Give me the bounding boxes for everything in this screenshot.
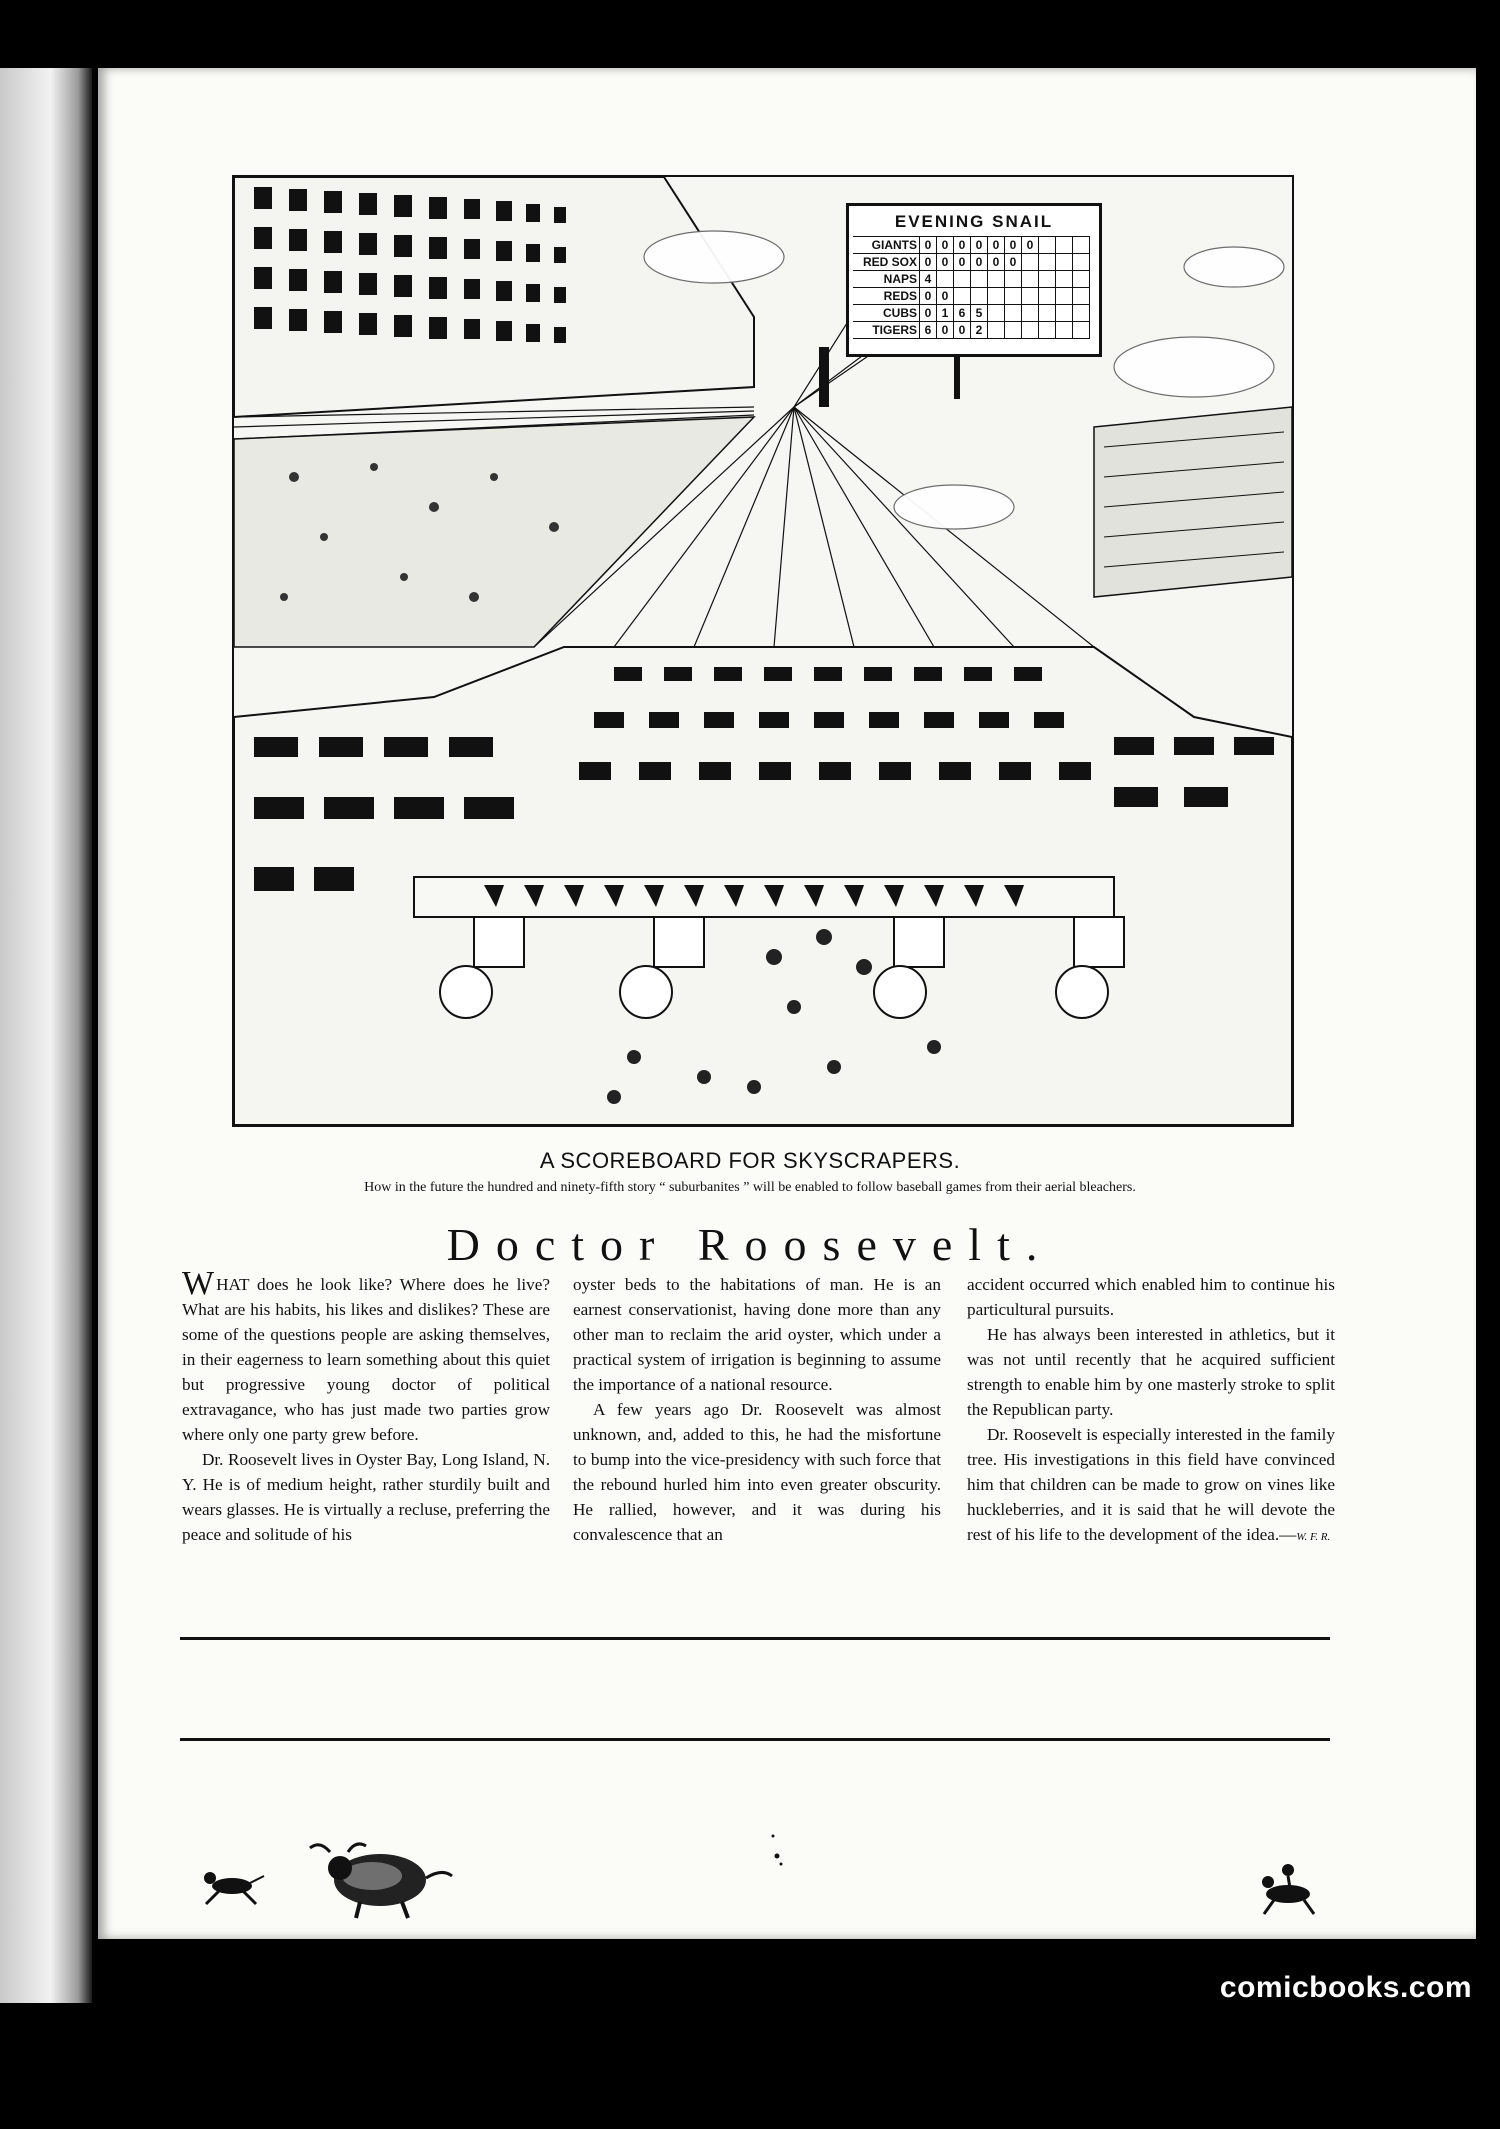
article-column-2 bbox=[573, 1272, 941, 1547]
scoreboard-score bbox=[937, 271, 954, 288]
paragraph: accident occurred which enabled him to continue his particultural pursuits. bbox=[967, 1275, 1335, 1319]
scoreboard-score: 0 bbox=[954, 322, 971, 339]
scoreboard-score: 0 bbox=[937, 288, 954, 305]
scoreboard-score bbox=[988, 305, 1005, 322]
scoreboard-score bbox=[1056, 271, 1073, 288]
previous-page-edge bbox=[0, 68, 92, 2003]
rider-on-horse-icon bbox=[1262, 1864, 1314, 1914]
skyscraper-drawing bbox=[234, 177, 1292, 1125]
scoreboard-score bbox=[1056, 254, 1073, 271]
scoreboard-score bbox=[1039, 305, 1056, 322]
scoreboard-score: 5 bbox=[971, 305, 988, 322]
bull-moose-icon bbox=[310, 1844, 452, 1918]
scoreboard-row bbox=[853, 271, 1090, 288]
scoreboard-score: 0 bbox=[937, 254, 954, 271]
scoreboard-score bbox=[1073, 305, 1090, 322]
scoreboard-score: 0 bbox=[920, 254, 937, 271]
scoreboard-title: EVENING SNAIL bbox=[894, 212, 1054, 231]
paragraph: He has always been interested in athletics, but it was not until recently that he acquired sufficient strength to enable him by one masterly stroke to split the Republican party. bbox=[967, 1325, 1335, 1419]
scoreboard-score bbox=[954, 271, 971, 288]
scoreboard-score bbox=[1022, 288, 1039, 305]
scoreboard-team: GIANTS bbox=[853, 237, 920, 254]
scoreboard-score bbox=[1056, 305, 1073, 322]
scoreboard bbox=[846, 203, 1102, 357]
scoreboard-score: 6 bbox=[954, 305, 971, 322]
scoreboard-team: CUBS bbox=[853, 305, 920, 322]
caption-title: A SCOREBOARD FOR SKYSCRAPERS. bbox=[539, 1148, 961, 1173]
scoreboard-score: 0 bbox=[1005, 237, 1022, 254]
scoreboard-score bbox=[1039, 322, 1056, 339]
scoreboard-score: 1 bbox=[937, 305, 954, 322]
scoreboard-score bbox=[954, 288, 971, 305]
scoreboard-team: RED SOX bbox=[853, 254, 920, 271]
scoreboard-score bbox=[1056, 237, 1073, 254]
scoreboard-score bbox=[988, 288, 1005, 305]
scoreboard-score bbox=[1073, 271, 1090, 288]
scoreboard-score bbox=[1056, 322, 1073, 339]
decorative-border bbox=[180, 1647, 1330, 2129]
scoreboard-score: 0 bbox=[988, 254, 1005, 271]
scoreboard-score bbox=[1073, 237, 1090, 254]
paragraph: A few years ago Dr. Roosevelt was almost unknown, and, added to this, he had the misfortune to bump into the vice-presidency with such force that the rebound hurled him into even greater obscurity. He rallied, however, and it was during his convalescence that an bbox=[573, 1400, 941, 1544]
drop-cap: W bbox=[182, 1265, 215, 1302]
scoreboard-row bbox=[853, 322, 1090, 339]
caption-subtitle: How in the future the hundred and ninety-fifth story “ suburbanites ” will be enabled to follow baseball games from their aerial bleachers. bbox=[364, 1180, 1136, 1195]
scoreboard-score: 2 bbox=[971, 322, 988, 339]
scoreboard-row bbox=[853, 237, 1090, 254]
scoreboard-row bbox=[853, 305, 1090, 322]
scoreboard-score bbox=[971, 288, 988, 305]
ink-specks bbox=[765, 1830, 795, 1870]
scoreboard-score bbox=[1022, 271, 1039, 288]
scoreboard-score: 6 bbox=[920, 322, 937, 339]
scoreboard-team: REDS bbox=[853, 288, 920, 305]
scoreboard-table bbox=[853, 236, 1090, 339]
scoreboard-score: 0 bbox=[954, 254, 971, 271]
scoreboard-team: TIGERS bbox=[853, 322, 920, 339]
running-animal-icon bbox=[204, 1872, 264, 1904]
scoreboard-score: 0 bbox=[954, 237, 971, 254]
scoreboard-score bbox=[1073, 322, 1090, 339]
scoreboard-score bbox=[1022, 322, 1039, 339]
scoreboard-score bbox=[1039, 237, 1056, 254]
bottom-divider-rule bbox=[180, 1738, 1330, 1741]
scoreboard-score bbox=[1039, 254, 1056, 271]
scoreboard-score bbox=[988, 322, 1005, 339]
scoreboard-score: 0 bbox=[1022, 237, 1039, 254]
article-headline: Doctor Roosevelt. bbox=[446, 1219, 1054, 1270]
scoreboard-score bbox=[1022, 305, 1039, 322]
scoreboard-score bbox=[1039, 271, 1056, 288]
scoreboard-score bbox=[988, 271, 1005, 288]
scoreboard-score bbox=[1073, 288, 1090, 305]
scoreboard-score bbox=[1005, 322, 1022, 339]
paragraph bbox=[182, 1265, 550, 1447]
scoreboard-score: 0 bbox=[920, 288, 937, 305]
scoreboard-score bbox=[971, 271, 988, 288]
scoreboard-score bbox=[1005, 305, 1022, 322]
scoreboard-score bbox=[1005, 288, 1022, 305]
paragraph: oyster beds to the habitations of man. He is an earnest conservationist, having done more than any other man to reclaim the arid oyster, which under a practical system of irrigation is beginning to assume the importance of a national resource. bbox=[573, 1275, 941, 1394]
scoreboard-score bbox=[1005, 271, 1022, 288]
scoreboard-row bbox=[853, 254, 1090, 271]
scoreboard-team: NAPS bbox=[853, 271, 920, 288]
article-column-3 bbox=[967, 1272, 1335, 1550]
paragraph bbox=[967, 1422, 1335, 1550]
watermark: comicbooks.com bbox=[1219, 1971, 1472, 2004]
paragraph-text: HAT does he look like? Where does he live? What are his habits, his likes and dislikes? These are some of the questions people are asking themselves, in their eagerness to learn something about this quiet but progressive young doctor of political extravagance, who has just made two parties grow where only one party grew before. bbox=[182, 1275, 550, 1444]
scoreboard-score bbox=[1056, 288, 1073, 305]
scoreboard-score bbox=[1022, 254, 1039, 271]
scoreboard-score: 0 bbox=[1005, 254, 1022, 271]
author-signature: W. F. R. bbox=[1296, 1531, 1331, 1543]
paragraph-text: Dr. Roosevelt is especially interested in the family tree. His investigations in this field have convinced him that children can be made to grow on vines like huckleberries, and it is said that he will devote the rest of his life to the development of the idea.— bbox=[967, 1425, 1335, 1544]
skyscraper-illustration bbox=[232, 175, 1294, 1127]
scoreboard-score: 0 bbox=[937, 322, 954, 339]
scoreboard-score: 0 bbox=[937, 237, 954, 254]
scoreboard-score: 0 bbox=[971, 237, 988, 254]
article-column-1 bbox=[182, 1265, 550, 1547]
scoreboard-score: 0 bbox=[971, 254, 988, 271]
scoreboard-row bbox=[853, 288, 1090, 305]
paragraph: Dr. Roosevelt lives in Oyster Bay, Long Island, N. Y. He is of medium height, rather sturdily built and wears glasses. He is virtually a recluse, preferring the peace and solitude of his bbox=[182, 1450, 550, 1544]
scoreboard-score: 0 bbox=[920, 237, 937, 254]
scoreboard-score: 0 bbox=[920, 305, 937, 322]
top-divider-rule bbox=[180, 1637, 1330, 1640]
scoreboard-score bbox=[1073, 254, 1090, 271]
scoreboard-score: 4 bbox=[920, 271, 937, 288]
scoreboard-score: 0 bbox=[988, 237, 1005, 254]
scoreboard-score bbox=[1039, 288, 1056, 305]
